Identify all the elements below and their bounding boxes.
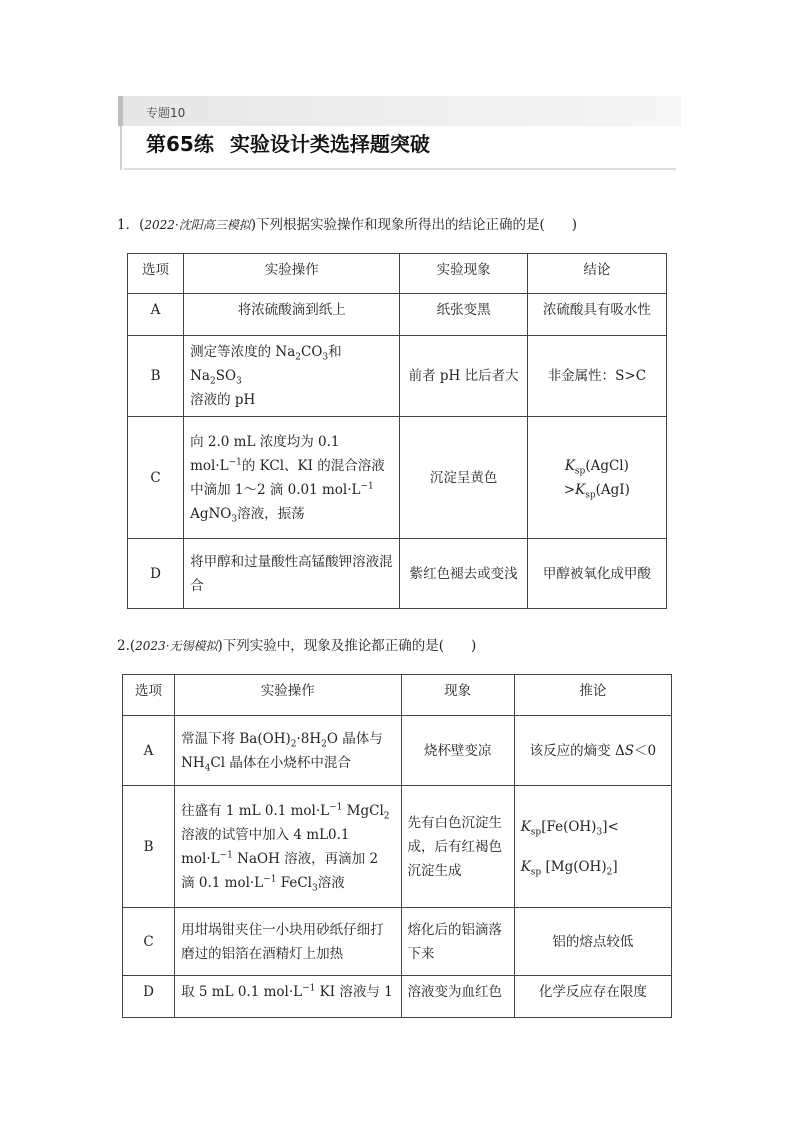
header-cell: 现象: [401, 675, 514, 716]
option-cell: C: [123, 908, 175, 976]
operation-cell: 将浓硫酸滴到纸上: [184, 294, 400, 336]
conclusion-cell: 铝的熔点较低: [514, 908, 671, 976]
observation-cell: 熔化后的铝滴落下来: [401, 908, 514, 976]
table-row: [128, 294, 667, 336]
title-number: 第65练: [146, 132, 214, 156]
observation-cell: 沉淀呈黄色: [400, 417, 527, 539]
page-title: [146, 128, 430, 157]
conclusion-cell: $K_{sp}[Fe(OH)_3]<$ $K_{sp}$ $[Mg(OH)_2]$: [514, 786, 671, 908]
topic-label: 专题10: [146, 106, 186, 120]
conclusion-cell: 化学反应存在限度: [514, 976, 671, 1018]
header-underline: [124, 168, 676, 170]
table-row: [128, 539, 667, 609]
operation-cell: 将甲醇和过量酸性高锰酸钾溶液混合: [184, 539, 400, 609]
option-cell: A: [123, 716, 175, 786]
conclusion-cell: $K_{sp}(AgCl) >K_{sp}(AgI)$: [527, 417, 666, 539]
table-row: [128, 417, 667, 539]
conclusion-cell: 该反应的熵变 ΔS＜0: [514, 716, 671, 786]
header-rule: [120, 126, 122, 170]
option-cell: A: [128, 294, 184, 336]
q2-text: )下列实验中，现象及推论都正确的是( ): [217, 638, 477, 654]
table-row: [123, 976, 672, 1018]
operation-cell: 向 2.0 mL 浓度均为 0.1 $mol\cdot L^{-1}$的 KCl、KI 的混合溶液中滴加 1～2 滴 0.01 $mol\cdot L^{-1}$ AgNO$_3$溶液，振荡: [184, 417, 400, 539]
q2-source: 2023·无锡模拟: [135, 639, 218, 653]
table-row: [123, 908, 672, 976]
observation-cell: 纸张变黑: [400, 294, 527, 336]
header-cell: 推论: [514, 675, 671, 716]
option-cell: D: [123, 976, 175, 1018]
question-2-stem: [117, 634, 476, 654]
header-cell: 实验现象: [400, 254, 527, 294]
title-text: 实验设计类选择题突破: [229, 132, 430, 156]
header-cell: 结论: [527, 254, 666, 294]
chapter-header: [118, 96, 676, 170]
q1-prefix: 1．(: [117, 217, 145, 233]
conclusion-cell: 非金属性：S>C: [527, 336, 666, 417]
option-cell: B: [128, 336, 184, 417]
q1-source: 2022·沈阳高三模拟: [144, 218, 251, 232]
question-1-stem: [117, 213, 577, 233]
q2-prefix: 2.(: [117, 638, 136, 654]
question-1-table: [127, 253, 667, 609]
option-cell: C: [128, 417, 184, 539]
option-cell: D: [128, 539, 184, 609]
header-cell: 实验操作: [184, 254, 400, 294]
observation-cell: 先有白色沉淀生成，后有红褐色沉淀生成: [401, 786, 514, 908]
header-cell: 选项: [123, 675, 175, 716]
table-row: [123, 786, 672, 908]
header-cell: 实验操作: [175, 675, 401, 716]
table-header-row: [123, 675, 672, 716]
table-row: [123, 716, 672, 786]
operation-cell: 测定等浓度的 $Na_2CO_3$和 $Na_2SO_3$ 溶液的 pH: [184, 336, 400, 417]
header-cell: 选项: [128, 254, 184, 294]
observation-cell: 溶液变为血红色: [401, 976, 514, 1018]
option-cell: B: [123, 786, 175, 908]
operation-cell: 取 5 mL 0.1 $mol\cdot L^{-1}$ KI 溶液与 1: [175, 976, 401, 1018]
observation-cell: 烧杯壁变凉: [401, 716, 514, 786]
conclusion-cell: 浓硫酸具有吸水性: [527, 294, 666, 336]
q1-text: )下列根据实验操作和现象所得出的结论正确的是( ): [250, 217, 578, 233]
observation-cell: 前者 pH 比后者大: [400, 336, 527, 417]
question-2-table: [122, 674, 672, 1018]
conclusion-cell: 甲醇被氧化成甲酸: [527, 539, 666, 609]
operation-cell: 常温下将 $Ba(OH)_2\cdot 8H_2O$ 晶体与 $NH_4Cl$ 晶体在小烧杯中混合: [175, 716, 401, 786]
topic-bar: [118, 96, 681, 126]
table-header-row: [128, 254, 667, 294]
observation-cell: 紫红色褪去或变浅: [400, 539, 527, 609]
operation-cell: 用坩埚钳夹住一小块用砂纸仔细打磨过的铝箔在酒精灯上加热: [175, 908, 401, 976]
operation-cell: 往盛有 1 mL 0.1 $mol\cdot L^{-1}$ MgCl$_2$溶液的试管中加入 4 mL0.1 $mol\cdot L^{-1}$ NaOH 溶液，再滴加 2 滴 0.1 $mol\cdot L^{-1}$ FeCl$_3$溶液: [175, 786, 401, 908]
table-row: [128, 336, 667, 417]
